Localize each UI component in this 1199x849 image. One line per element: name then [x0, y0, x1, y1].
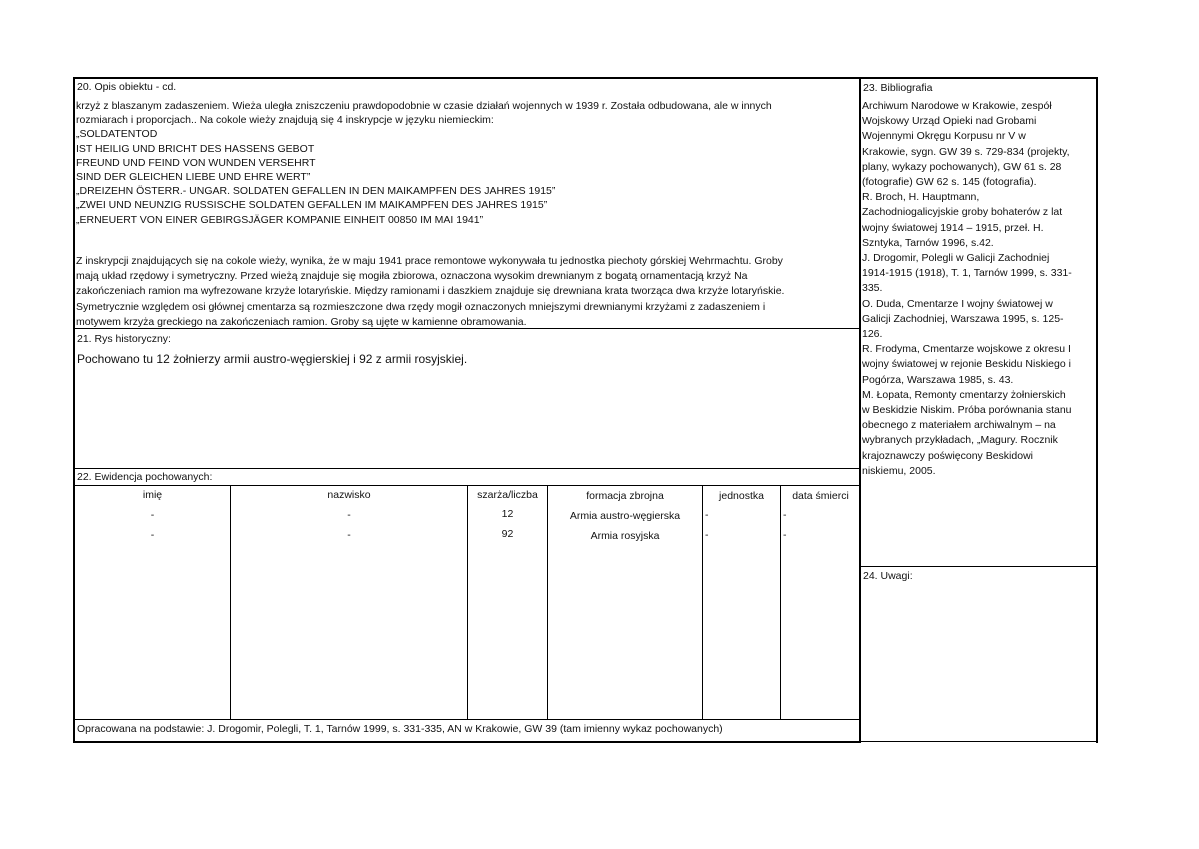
bibliography-line: Wojennymi Okręgu Korpusu nr V w — [862, 130, 1026, 143]
table-row-1-nazwisko: - — [347, 509, 351, 521]
bibliography-line: Krakowie, sygn. GW 39 s. 729-834 (projekty, — [862, 145, 1070, 158]
bibliography-line: Galicji Zachodniej, Warszawa 1995, s. 125- — [862, 312, 1064, 325]
sep-23-24 — [860, 566, 1097, 567]
bibliography-line: obecnego z materiałem archiwalnym – na — [862, 419, 1056, 432]
section-22-source: Opracowana na podstawie: J. Drogomir, Polegli, T. 1, Tarnów 1999, s. 331-335, AN w Krakowie, GW 39 (tam imienny wykaz pochowanych) — [77, 723, 723, 735]
table-row-2-szarza: 92 — [501, 528, 514, 540]
table-row-2-nazwisko: - — [347, 529, 351, 541]
section-20-line: FREUND UND FEIND VON WUNDEN VERSEHRT — [76, 156, 316, 169]
table-bottom-line — [74, 719, 860, 720]
bibliography-line: 126. — [862, 328, 883, 341]
header-data-smierci: data śmierci — [792, 490, 849, 502]
bibliography-line: niskiemu, 2005. — [862, 464, 936, 477]
table-row-1-szarza: 12 — [501, 508, 514, 520]
frame-bottom-right — [860, 741, 1098, 742]
section-20-line: „DREIZEHN ÖSTERR.- UNGAR. SOLDATEN GEFALLEN IN DEN MAIKAMPFEN DES JAHRES 1915” — [76, 185, 556, 198]
frame-top-right — [860, 77, 1097, 79]
section-23-title: 23. Bibliografia — [863, 82, 933, 94]
table-row-1-data: - — [783, 509, 787, 521]
section-20-title: 20. Opis obiektu - cd. — [77, 81, 177, 93]
frame-right — [1096, 77, 1098, 743]
table-row-1-imie: - — [150, 509, 155, 521]
bibliography-line: wojny światowej 1914 – 1915, przeł. H. — [862, 221, 1044, 234]
bibliography-line: Archiwum Narodowe w Krakowie, zespół — [862, 100, 1052, 112]
sep-21-22 — [74, 468, 860, 469]
table-row-2-jednostka: - — [705, 529, 709, 541]
bibliography-line: O. Duda, Cmentarze I wojny światowej w — [862, 297, 1053, 310]
col-div-4 — [702, 485, 703, 719]
bibliography-line: Szntyka, Tarnów 1996, s.42. — [862, 236, 994, 249]
section-20-line: „ERNEUERT VON EINER GEBIRGSJÄGER KOMPANIE EINHEIT 00850 IM MAI 1941” — [76, 213, 484, 226]
section-23-bibliography — [862, 99, 1096, 479]
section-20-line: „ZWEI UND NEUNZIG RUSSISCHE SOLDATEN GEFALLEN IM MAIKAMPFEN DES JAHRES 1915” — [76, 199, 548, 212]
bibliography-line: w Beskidzie Niskim. Próba porównania stanu — [862, 404, 1072, 417]
bibliography-line: krajoznawczy poświęcony Beskidowi — [862, 449, 1033, 462]
bibliography-line: wojny światowej w rejonie Beskidu Niskiego i — [862, 358, 1071, 371]
frame-left — [73, 77, 75, 743]
section-21-title: 21. Rys historyczny: — [77, 333, 171, 345]
bibliography-line: wybranych przykładach, „Magury. Rocznik — [862, 434, 1058, 447]
section-20-line: SIND DER GLEICHEN LIEBE UND EHRE WERT” — [76, 171, 311, 184]
section-20-paragraph-line: zakończeniach ramion ma wyfrezowane krzyże lotaryńskie. Między ramionami i daszkiem znajduje się drewniana krata tworząca dwa krzyże lotaryńskie. — [76, 285, 785, 298]
header-jednostka: jednostka — [719, 490, 764, 502]
bibliography-line: (fotografie) GW 62 s. 145 (fotografia). — [862, 176, 1037, 189]
section-20-paragraph-line: Symetrycznie względem osi głównej cmentarza są rozmieszczone dwa rzędy mogił oznaczonych mniejszymi drewnianymi krzyżami z zadaszeniem i — [76, 300, 766, 313]
table-row-2-data: - — [783, 529, 787, 541]
bibliography-line: plany, wykazy pochowanych), GW 61 s. 28 — [862, 160, 1062, 173]
header-szarza: szarża/liczba — [477, 489, 538, 501]
section-20-line: „SOLDATENTOD — [76, 128, 158, 141]
bibliography-line: 335. — [862, 282, 883, 295]
header-formacja: formacja zbrojna — [586, 490, 664, 502]
section-20-line: IST HEILIG UND BRICHT DES HASSENS GEBOT — [76, 142, 315, 155]
header-imie: imię — [142, 489, 163, 501]
bibliography-line: Zachodniogalicyjskie groby bohaterów z lat — [862, 206, 1063, 219]
frame-middle — [859, 77, 861, 743]
table-row-1-jednostka: - — [705, 509, 709, 521]
section-20-inscriptions — [76, 99, 856, 227]
bibliography-line: 1914-1915 (1918), T. 1, Tarnów 1999, s. 331- — [862, 267, 1072, 280]
frame-bottom-left — [73, 741, 861, 743]
bibliography-line: Pogórza, Warszawa 1985, s. 43. — [862, 373, 1014, 386]
section-24-title: 24. Uwagi: — [863, 570, 913, 582]
section-20-paragraph — [76, 254, 856, 330]
section-20-paragraph-line: Z inskrypcji znajdujących się na cokole wieży, wynika, że w maju 1941 prace remontowe wykonywała tu jednostka piechoty górskiej Wehrmachtu. Groby — [76, 255, 783, 267]
section-20-line: krzyż z blaszanym zadaszeniem. Wieża uległa zniszczeniu prawdopodobnie w czasie działań wojennych w 1939 r. Została odbudowana, ale w innych — [76, 100, 772, 112]
col-div-5 — [780, 485, 781, 719]
section-22-title: 22. Ewidencja pochowanych: — [77, 471, 213, 483]
frame-top-left — [73, 77, 861, 79]
bibliography-line: R. Broch, H. Hauptmann, — [862, 191, 980, 204]
bibliography-line: R. Frodyma, Cmentarze wojskowe z okresu I — [862, 343, 1071, 356]
table-row-1-formacja: Armia austro-węgierska — [569, 510, 681, 522]
bibliography-line: M. Łopata, Remonty cmentarzy żołnierskich — [862, 388, 1066, 401]
bibliography-line: Wojskowy Urząd Opieki nad Grobami — [862, 115, 1037, 128]
table-row-2-imie: - — [150, 529, 155, 541]
bibliography-line: J. Drogomir, Polegli w Galicji Zachodniej — [862, 252, 1050, 265]
section-20-line: rozmiarach i proporcjach.. Na cokole wieży znajdują się 4 inskrypcje w języku niemieckim: — [76, 114, 494, 127]
section-21-text: Pochowano tu 12 żołnierzy armii austro-węgierskiej i 92 z armii rosyjskiej. — [77, 352, 468, 366]
table-row-2-formacja: Armia rosyjska — [590, 530, 660, 542]
header-nazwisko: nazwisko — [327, 489, 371, 501]
section-20-paragraph-line: motywem krzyża greckiego na zakończeniach ramion. Groby są ujęte w kamienne obramowania. — [76, 315, 527, 328]
section-20-paragraph-line: mają układ rzędowy i symetryczny. Przed wieżą znajduje się mogiła zbiorowa, oznaczona wysokim drewnianym z bogatą ornamentacją krzyż Na — [76, 270, 748, 283]
